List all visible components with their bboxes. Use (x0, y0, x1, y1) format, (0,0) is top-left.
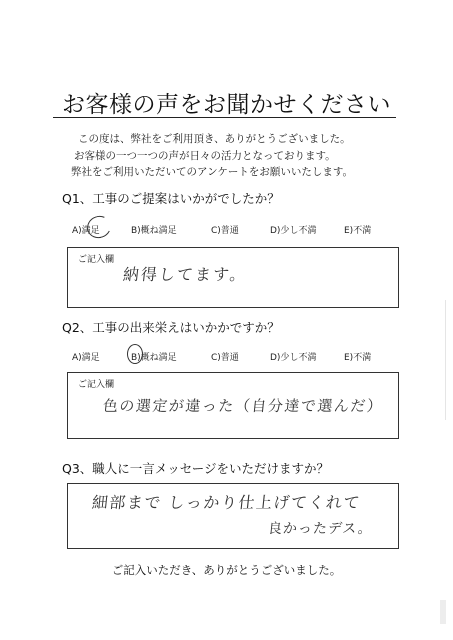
q1-choice-b[interactable]: B)概ね満足 (131, 226, 177, 236)
intro-line-3: 弊社をご利用いただいてのアンケートをお願いいたします。 (71, 166, 354, 178)
q2-choice-e[interactable]: E)不満 (344, 353, 372, 363)
intro-line-2: お客様の一つ一つの声が日々の活力となっております。 (74, 149, 336, 162)
q3-question: Q3、職人に一言メッセージをいただけますか？ (62, 461, 330, 476)
page-title: お客様の声をお聞かせください (62, 92, 391, 118)
q3-answer-box (67, 483, 399, 549)
scan-edge-mark (440, 600, 446, 624)
q2-choice-a[interactable]: A)満足 (72, 353, 100, 363)
q2-answer-handwriting: 色の選定が違った（自分達で選んだ） (102, 397, 385, 415)
q1-answer-handwriting: 納得してます。 (121, 265, 249, 284)
q1-choice-e[interactable]: E)不満 (344, 226, 372, 236)
closing-message: ご記入いただき、ありがとうございました。 (111, 563, 342, 577)
q2-question: Q2、工事の出来栄えはいかかですか？ (62, 320, 280, 335)
intro-line-1: この度は、弊社をご利用頂き、ありがとうございました。 (78, 133, 351, 145)
title-underline (53, 117, 396, 118)
q1-question: Q1、工事のご提案はいかがでしたか？ (62, 191, 280, 206)
q2-box-label: ご記入欄 (78, 380, 115, 390)
q1-choice-c[interactable]: C)普通 (211, 226, 239, 236)
q1-choice-a[interactable]: A)満足 (72, 226, 100, 236)
scan-edge-mark (445, 300, 446, 420)
q1-box-label: ご記入欄 (78, 255, 115, 265)
q2-answer-box (67, 372, 399, 439)
q1-answer-box (67, 247, 399, 308)
q1-choice-d[interactable]: D)少し不満 (270, 226, 317, 236)
q2-choice-d[interactable]: D)少し不満 (270, 353, 317, 363)
q3-answer-line-2: 良かったデス。 (267, 521, 374, 537)
intro-text (71, 131, 398, 181)
q2-choice-c[interactable]: C)普通 (211, 353, 239, 363)
q3-answer-line-1: 細部まで しっかり仕上げてくれて (90, 493, 362, 512)
q2-choice-b[interactable]: B)概ね満足 (131, 353, 177, 363)
